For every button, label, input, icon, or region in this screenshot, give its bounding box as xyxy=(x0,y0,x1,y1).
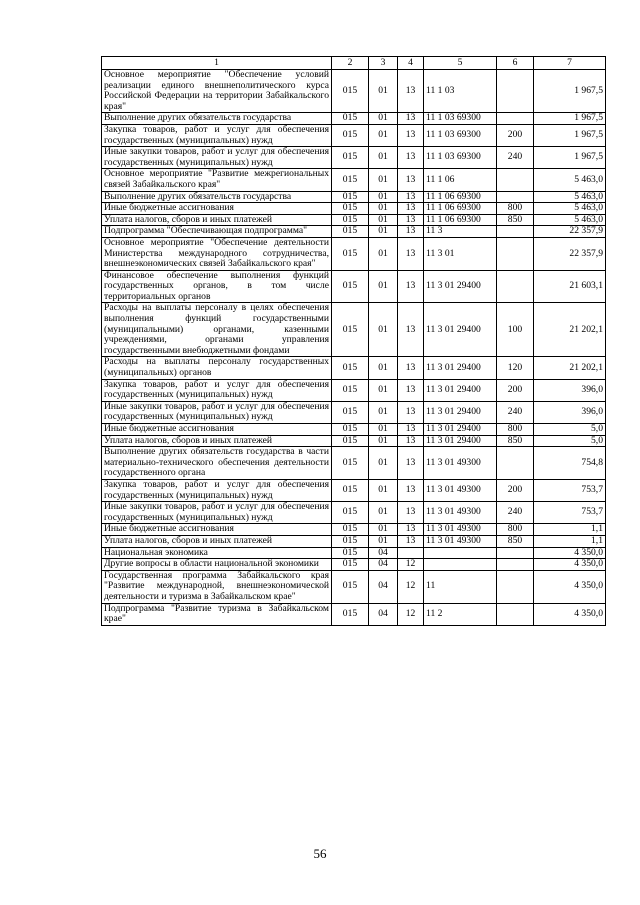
row-amount-cell: 5 463,0 xyxy=(534,214,606,226)
row-subsection-cell: 13 xyxy=(398,113,424,125)
row-ved-cell: 015 xyxy=(332,113,369,125)
row-expense-type-cell: 850 xyxy=(497,535,534,547)
row-section-cell: 01 xyxy=(369,270,398,303)
table-row xyxy=(102,214,606,226)
row-amount-cell: 5 463,0 xyxy=(534,203,606,215)
row-expense-type-cell: 850 xyxy=(497,435,534,447)
row-target-article-cell xyxy=(424,559,497,571)
row-target-article-cell: 11 xyxy=(424,570,497,603)
row-target-article-cell: 11 3 01 49300 xyxy=(424,479,497,501)
column-header: 2 xyxy=(332,57,369,70)
row-name-cell: Основное мероприятие "Обеспечение деятельности Министерства международного сотрудничества, внешнеэкономических связей Забайкальского края" xyxy=(102,237,332,270)
row-ved-cell: 015 xyxy=(332,203,369,215)
row-amount-cell: 4 350,0 xyxy=(534,570,606,603)
table-row xyxy=(102,401,606,423)
row-target-article-cell: 11 1 03 69300 xyxy=(424,124,497,146)
row-amount-cell: 4 350,0 xyxy=(534,603,606,625)
table-row xyxy=(102,226,606,238)
row-section-cell: 01 xyxy=(369,524,398,536)
row-subsection-cell: 13 xyxy=(398,226,424,238)
row-amount-cell: 5,0 xyxy=(534,424,606,436)
table-body xyxy=(102,70,606,626)
table-header-row xyxy=(102,57,606,70)
row-expense-type-cell: 850 xyxy=(497,214,534,226)
row-section-cell: 01 xyxy=(369,147,398,169)
row-section-cell: 01 xyxy=(369,303,398,357)
row-ved-cell: 015 xyxy=(332,424,369,436)
row-section-cell: 01 xyxy=(369,226,398,238)
row-name-cell: Иные закупки товаров, работ и услуг для обеспечения государственных (муниципальных) нужд xyxy=(102,502,332,524)
table-row xyxy=(102,203,606,215)
row-ved-cell: 015 xyxy=(332,270,369,303)
row-target-article-cell: 11 1 03 69300 xyxy=(424,113,497,125)
row-ved-cell: 015 xyxy=(332,357,369,379)
page-number: 56 xyxy=(313,846,327,861)
row-ved-cell: 015 xyxy=(332,547,369,559)
row-target-article-cell: 11 3 01 49300 xyxy=(424,502,497,524)
row-section-cell: 01 xyxy=(369,401,398,423)
row-target-article-cell: 11 3 01 29400 xyxy=(424,435,497,447)
row-target-article-cell: 11 3 01 29400 xyxy=(424,357,497,379)
row-ved-cell: 015 xyxy=(332,191,369,203)
row-expense-type-cell xyxy=(497,570,534,603)
row-ved-cell: 015 xyxy=(332,147,369,169)
row-section-cell: 01 xyxy=(369,502,398,524)
row-expense-type-cell: 200 xyxy=(497,379,534,401)
table-row xyxy=(102,424,606,436)
row-amount-cell: 1 967,5 xyxy=(534,124,606,146)
row-amount-cell: 5 463,0 xyxy=(534,191,606,203)
row-subsection-cell: 13 xyxy=(398,124,424,146)
row-name-cell: Выполнение других обязательств государства xyxy=(102,191,332,203)
row-ved-cell: 015 xyxy=(332,124,369,146)
row-subsection-cell: 13 xyxy=(398,435,424,447)
row-amount-cell: 1 967,5 xyxy=(534,113,606,125)
row-amount-cell: 754,8 xyxy=(534,447,606,480)
row-subsection-cell: 13 xyxy=(398,214,424,226)
row-name-cell: Иные бюджетные ассигнования xyxy=(102,524,332,536)
column-header: 3 xyxy=(369,57,398,70)
row-name-cell: Выполнение других обязательств государства в части материально-технического обеспечения деятельности государственного органа xyxy=(102,447,332,480)
row-target-article-cell xyxy=(424,547,497,559)
row-expense-type-cell: 800 xyxy=(497,424,534,436)
row-section-cell: 04 xyxy=(369,570,398,603)
table-row xyxy=(102,547,606,559)
row-section-cell: 01 xyxy=(369,203,398,215)
row-amount-cell: 4 350,0 xyxy=(534,547,606,559)
row-target-article-cell: 11 3 01 29400 xyxy=(424,303,497,357)
table-row xyxy=(102,570,606,603)
row-expense-type-cell xyxy=(497,270,534,303)
table-row xyxy=(102,124,606,146)
row-name-cell: Закупка товаров, работ и услуг для обеспечения государственных (муниципальных) нужд xyxy=(102,479,332,501)
row-ved-cell: 015 xyxy=(332,214,369,226)
row-subsection-cell: 13 xyxy=(398,502,424,524)
row-expense-type-cell xyxy=(497,113,534,125)
row-subsection-cell: 13 xyxy=(398,270,424,303)
row-section-cell: 01 xyxy=(369,535,398,547)
row-section-cell: 01 xyxy=(369,435,398,447)
row-expense-type-cell xyxy=(497,559,534,571)
row-subsection-cell: 13 xyxy=(398,401,424,423)
table-row xyxy=(102,535,606,547)
row-name-cell: Финансовое обеспечение выполнения функций государственных органов, в том числе территориальных органов xyxy=(102,270,332,303)
row-amount-cell: 4 350,0 xyxy=(534,559,606,571)
row-ved-cell: 015 xyxy=(332,70,369,113)
row-section-cell: 04 xyxy=(369,603,398,625)
row-target-article-cell: 11 3 01 29400 xyxy=(424,379,497,401)
row-target-article-cell: 11 3 01 29400 xyxy=(424,270,497,303)
row-name-cell: Государственная программа Забайкальского края "Развитие международной, внешнеэкономической деятельности и туризма в Забайкальском крае" xyxy=(102,570,332,603)
table-row xyxy=(102,502,606,524)
row-subsection-cell: 13 xyxy=(398,535,424,547)
row-name-cell: Подпрограмма "Обеспечивающая подпрограмма" xyxy=(102,226,332,238)
row-subsection-cell: 12 xyxy=(398,570,424,603)
table-row xyxy=(102,479,606,501)
row-expense-type-cell: 200 xyxy=(497,479,534,501)
row-amount-cell: 1,1 xyxy=(534,535,606,547)
row-section-cell: 01 xyxy=(369,191,398,203)
column-header: 4 xyxy=(398,57,424,70)
row-name-cell: Другие вопросы в области национальной экономики xyxy=(102,559,332,571)
row-subsection-cell: 12 xyxy=(398,559,424,571)
row-target-article-cell: 11 1 06 69300 xyxy=(424,214,497,226)
row-name-cell: Национальная экономика xyxy=(102,547,332,559)
table-row xyxy=(102,113,606,125)
row-subsection-cell: 13 xyxy=(398,479,424,501)
row-expense-type-cell xyxy=(497,237,534,270)
row-ved-cell: 015 xyxy=(332,237,369,270)
row-name-cell: Закупка товаров, работ и услуг для обеспечения государственных (муниципальных) нужд xyxy=(102,379,332,401)
column-header: 1 xyxy=(102,57,332,70)
row-ved-cell: 015 xyxy=(332,303,369,357)
row-amount-cell: 753,7 xyxy=(534,502,606,524)
row-name-cell: Выполнение других обязательств государства xyxy=(102,113,332,125)
table-row xyxy=(102,191,606,203)
row-amount-cell: 21 603,1 xyxy=(534,270,606,303)
row-subsection-cell xyxy=(398,547,424,559)
row-subsection-cell: 13 xyxy=(398,169,424,191)
row-expense-type-cell: 800 xyxy=(497,524,534,536)
row-target-article-cell: 11 3 01 29400 xyxy=(424,424,497,436)
row-ved-cell: 015 xyxy=(332,524,369,536)
row-name-cell: Расходы на выплаты персоналу государственных (муниципальных) органов xyxy=(102,357,332,379)
row-expense-type-cell xyxy=(497,603,534,625)
row-ved-cell: 015 xyxy=(332,401,369,423)
row-ved-cell: 015 xyxy=(332,435,369,447)
row-subsection-cell: 13 xyxy=(398,147,424,169)
row-subsection-cell: 13 xyxy=(398,447,424,480)
row-subsection-cell: 13 xyxy=(398,203,424,215)
row-expense-type-cell xyxy=(497,447,534,480)
row-expense-type-cell: 100 xyxy=(497,303,534,357)
row-section-cell: 04 xyxy=(369,547,398,559)
row-subsection-cell: 13 xyxy=(398,357,424,379)
row-target-article-cell: 11 3 01 49300 xyxy=(424,447,497,480)
row-expense-type-cell xyxy=(497,226,534,238)
row-target-article-cell: 11 1 06 69300 xyxy=(424,191,497,203)
row-ved-cell: 015 xyxy=(332,570,369,603)
row-expense-type-cell xyxy=(497,70,534,113)
row-name-cell: Закупка товаров, работ и услуг для обеспечения государственных (муниципальных) нужд xyxy=(102,124,332,146)
row-ved-cell: 015 xyxy=(332,447,369,480)
row-subsection-cell: 13 xyxy=(398,191,424,203)
row-amount-cell: 396,0 xyxy=(534,401,606,423)
table-row xyxy=(102,357,606,379)
row-subsection-cell: 13 xyxy=(398,424,424,436)
row-ved-cell: 015 xyxy=(332,535,369,547)
row-name-cell: Иные закупки товаров, работ и услуг для обеспечения государственных (муниципальных) нужд xyxy=(102,147,332,169)
row-amount-cell: 396,0 xyxy=(534,379,606,401)
table-row xyxy=(102,303,606,357)
column-header: 7 xyxy=(534,57,606,70)
column-header: 6 xyxy=(497,57,534,70)
row-expense-type-cell: 120 xyxy=(497,357,534,379)
row-name-cell: Подпрограмма "Развитие туризма в Забайкальском крае" xyxy=(102,603,332,625)
row-subsection-cell: 13 xyxy=(398,70,424,113)
row-amount-cell: 22 357,9 xyxy=(534,226,606,238)
row-name-cell: Иные бюджетные ассигнования xyxy=(102,424,332,436)
row-amount-cell: 1,1 xyxy=(534,524,606,536)
row-target-article-cell: 11 3 01 49300 xyxy=(424,535,497,547)
row-target-article-cell: 11 1 06 xyxy=(424,169,497,191)
row-target-article-cell: 11 1 03 69300 xyxy=(424,147,497,169)
row-target-article-cell: 11 2 xyxy=(424,603,497,625)
row-ved-cell: 015 xyxy=(332,559,369,571)
row-name-cell: Уплата налогов, сборов и иных платежей xyxy=(102,214,332,226)
row-amount-cell: 5,0 xyxy=(534,435,606,447)
row-section-cell: 01 xyxy=(369,379,398,401)
row-section-cell: 01 xyxy=(369,124,398,146)
table-row xyxy=(102,559,606,571)
row-amount-cell: 21 202,1 xyxy=(534,303,606,357)
row-expense-type-cell: 240 xyxy=(497,502,534,524)
row-section-cell: 01 xyxy=(369,70,398,113)
row-name-cell: Основное мероприятие "Обеспечение условий реализации единого внешнеполитического курса Российской Федерации на территории Забайкальского края" xyxy=(102,70,332,113)
row-section-cell: 01 xyxy=(369,424,398,436)
row-target-article-cell: 11 3 01 49300 xyxy=(424,524,497,536)
row-expense-type-cell xyxy=(497,169,534,191)
row-section-cell: 01 xyxy=(369,214,398,226)
row-amount-cell: 21 202,1 xyxy=(534,357,606,379)
row-target-article-cell: 11 3 01 29400 xyxy=(424,401,497,423)
row-ved-cell: 015 xyxy=(332,169,369,191)
row-section-cell: 01 xyxy=(369,357,398,379)
table-row xyxy=(102,447,606,480)
row-section-cell: 01 xyxy=(369,237,398,270)
table-row xyxy=(102,524,606,536)
row-ved-cell: 015 xyxy=(332,479,369,501)
row-amount-cell: 5 463,0 xyxy=(534,169,606,191)
row-expense-type-cell: 240 xyxy=(497,147,534,169)
row-target-article-cell: 11 1 06 69300 xyxy=(424,203,497,215)
row-expense-type-cell xyxy=(497,547,534,559)
row-target-article-cell: 11 3 01 xyxy=(424,237,497,270)
table-row xyxy=(102,70,606,113)
table-row xyxy=(102,237,606,270)
row-subsection-cell: 13 xyxy=(398,524,424,536)
row-amount-cell: 1 967,5 xyxy=(534,70,606,113)
row-section-cell: 04 xyxy=(369,559,398,571)
row-name-cell: Иные закупки товаров, работ и услуг для обеспечения государственных (муниципальных) нужд xyxy=(102,401,332,423)
table-row xyxy=(102,379,606,401)
row-section-cell: 01 xyxy=(369,479,398,501)
row-target-article-cell: 11 1 03 xyxy=(424,70,497,113)
table-row xyxy=(102,147,606,169)
row-target-article-cell: 11 3 xyxy=(424,226,497,238)
row-expense-type-cell xyxy=(497,191,534,203)
row-section-cell: 01 xyxy=(369,113,398,125)
row-ved-cell: 015 xyxy=(332,502,369,524)
row-ved-cell: 015 xyxy=(332,603,369,625)
row-amount-cell: 753,7 xyxy=(534,479,606,501)
row-name-cell: Основное мероприятие "Развитие межрегиональных связей Забайкальского края" xyxy=(102,169,332,191)
row-name-cell: Уплата налогов, сборов и иных платежей xyxy=(102,435,332,447)
table-row xyxy=(102,270,606,303)
row-name-cell: Уплата налогов, сборов и иных платежей xyxy=(102,535,332,547)
row-expense-type-cell: 240 xyxy=(497,401,534,423)
row-name-cell: Иные бюджетные ассигнования xyxy=(102,203,332,215)
row-ved-cell: 015 xyxy=(332,379,369,401)
row-subsection-cell: 13 xyxy=(398,237,424,270)
budget-table xyxy=(101,56,606,626)
row-expense-type-cell: 800 xyxy=(497,203,534,215)
table-row xyxy=(102,169,606,191)
row-amount-cell: 22 357,9 xyxy=(534,237,606,270)
table-row xyxy=(102,603,606,625)
row-amount-cell: 1 967,5 xyxy=(534,147,606,169)
column-header: 5 xyxy=(424,57,497,70)
row-expense-type-cell: 200 xyxy=(497,124,534,146)
row-section-cell: 01 xyxy=(369,169,398,191)
table-row xyxy=(102,435,606,447)
row-subsection-cell: 12 xyxy=(398,603,424,625)
row-section-cell: 01 xyxy=(369,447,398,480)
row-name-cell: Расходы на выплаты персоналу в целях обеспечения выполнения функций государственными (муниципальными) органами, казенными учреждениями, органами управления государственными внебюджетными фондами xyxy=(102,303,332,357)
row-ved-cell: 015 xyxy=(332,226,369,238)
row-subsection-cell: 13 xyxy=(398,379,424,401)
row-subsection-cell: 13 xyxy=(398,303,424,357)
